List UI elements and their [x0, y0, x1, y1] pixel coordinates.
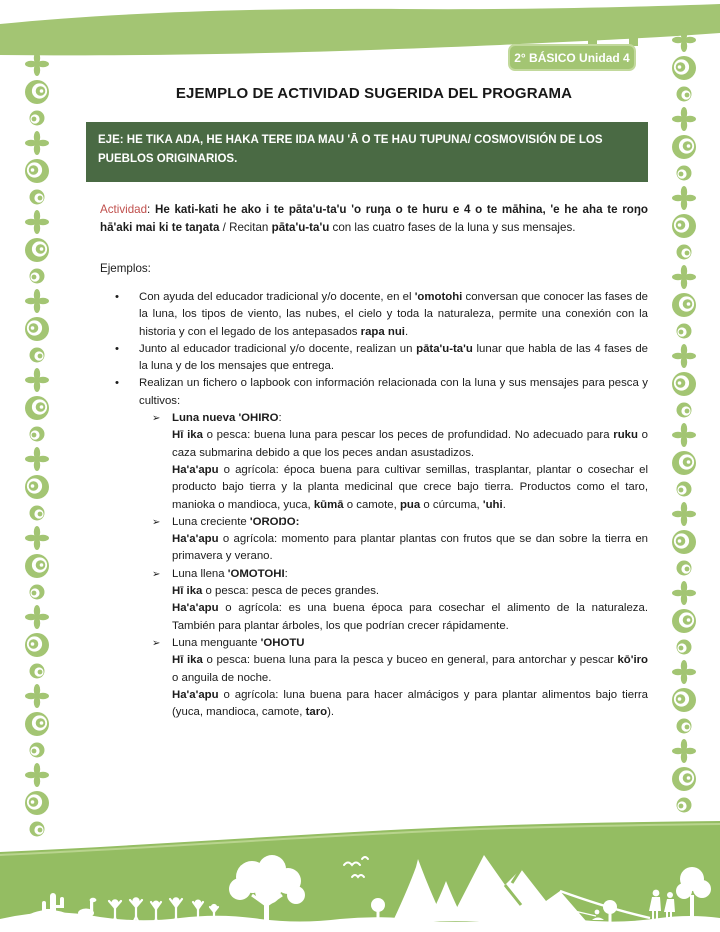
koru-border-left-icon — [24, 52, 50, 842]
bullet-text: Con ayuda del educador tradicional y/o docente, en el 'omotohi conversan que conocer las fases de la luna, los tipos de viento, las nubes, el cielo y toda la naturaleza, permite una conexión con la historia y con el legado de los antepasados rapa nui. — [139, 291, 648, 338]
activity-paragraph: Actividad: He kati-kati he ako i te pāta'u-ta'u 'o ruŋa o te huru e 4 o te māhina, 'e he aha te roŋo hā'aki mai ki te taŋata / Recitan pāta'u-ta'u con las cuatro fases de la luna y sus mensajes. — [100, 203, 648, 234]
moon-phase-title: Luna llena 'OMOTOHI: — [172, 567, 288, 580]
examples-list — [100, 289, 648, 721]
moon-phase-paragraph: Hī ika o pesca: buena luna para pescar los peces de profundidad. No adecuado para ruku o caza submarina debido a que los peces andan asustadizos. — [172, 429, 649, 459]
moon-phase-item-luna-menguante — [100, 635, 648, 721]
moon-phase-paragraph: Ha'a'apu o agrícola: luna buena para hacer almácigos y para plantar alimentos bajo tierra (yuca, mandioca, camote, taro). — [172, 688, 648, 719]
unit-badge-label: 2° BÁSICO Unidad 4 — [514, 50, 630, 65]
bullet-marker: • — [115, 377, 119, 390]
moon-phase-paragraph: Ha'a'apu o agrícola: época buena para cultivar semillas, trasplantar, plantar o cosechar el producto bajo tierra y la planta medicinal que crece bajo tierra. Productos como el taro, manioka o mandioca, yuca, kūmā o camote, pua o cúrcuma, 'uhi. — [172, 463, 648, 511]
eje-banner: EJE: HE TIKA AŊA, HE HAKA TERE IŊA MAU 'Ā O TE HAU TUPUNA/ COSMOVISIÓN DE LOS PUEBLOS ORIGINARIOS. — [86, 122, 648, 182]
arrow-marker: ➢ — [152, 568, 161, 580]
moon-phase-title: Luna menguante 'OHOTU — [172, 636, 305, 649]
moon-phase-item-luna-creciente — [100, 514, 648, 566]
moon-phase-paragraph: Hī ika o pesca: buena luna para la pesca y buceo en general, para antorchar y pescar kō'iro o anguila de noche. — [172, 654, 648, 684]
examples-label: Ejemplos: — [100, 262, 151, 275]
bullet-item — [100, 289, 648, 341]
moon-phase-title: Luna nueva 'OHIRO: — [172, 412, 282, 425]
bullet-text: Junto al educador tradicional y/o docente, realizan un pāta'u-ta'u lunar que habla de las 4 fases de la luna y de los mensajes que entrega. — [139, 342, 648, 373]
arrow-marker: ➢ — [152, 637, 161, 649]
moon-phase-paragraph: Ha'a'apu o agrícola: es una buena época para cosechar el alimento de la naturaleza. También para plantar árboles, los que podrían crecer rápidamente. — [172, 602, 648, 632]
bullet-marker: • — [115, 291, 119, 303]
arrow-marker: ➢ — [152, 413, 161, 425]
moon-phase-item-luna-nueva — [100, 410, 648, 514]
page-title: EJEMPLO DE ACTIVIDAD SUGERIDA DEL PROGRAMA — [175, 85, 573, 102]
bullet-marker: • — [115, 342, 119, 355]
arrow-marker: ➢ — [152, 516, 161, 528]
landscape-footer-icon — [0, 817, 720, 932]
bullet-text: Realizan un fichero o lapbook con información relacionada con la luna y sus mensajes para pesca y cultivos: — [139, 377, 648, 407]
moon-phase-title: Luna creciente 'OROŊO: — [172, 515, 300, 528]
moon-phase-paragraph: Ha'a'apu o agrícola: momento para plantar plantas con frutos que se dan sobre la tierra en primavera y verano. — [172, 533, 648, 563]
moon-phase-paragraph: Hī ika o pesca: pesca de peces grandes. — [172, 585, 380, 598]
moon-phase-item-luna-llena — [100, 566, 648, 635]
bullet-item — [100, 341, 648, 376]
unit-badge — [508, 44, 636, 71]
bullet-item — [100, 375, 648, 410]
koru-border-right-icon — [671, 28, 697, 818]
